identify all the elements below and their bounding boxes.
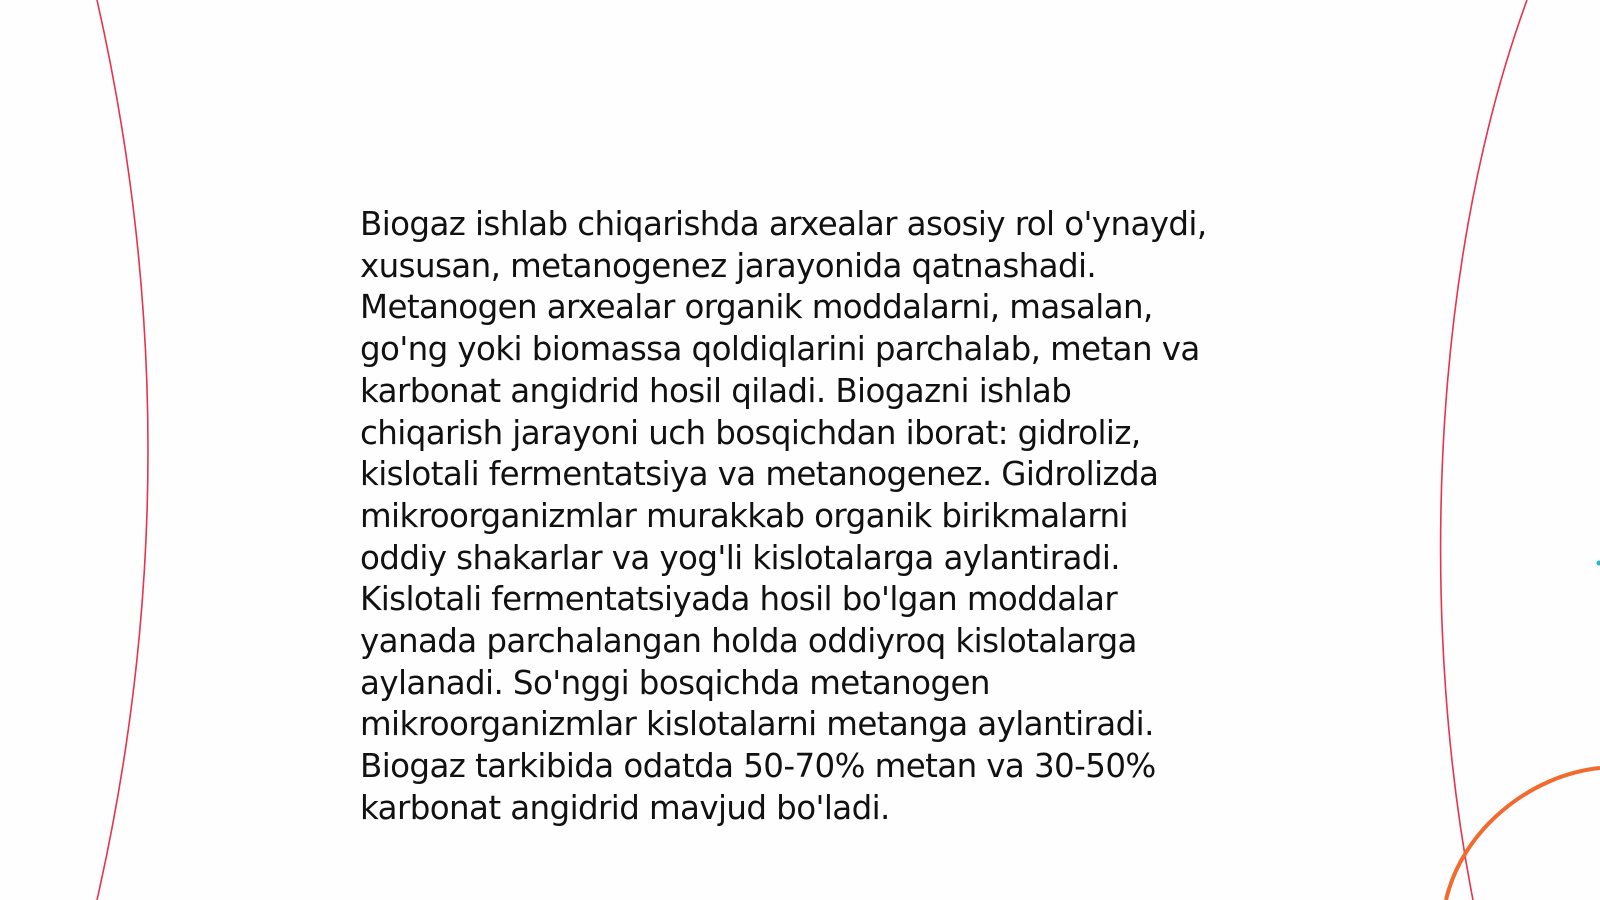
teal-accent-dot: [1597, 561, 1600, 566]
right-curve-line: [1441, 0, 1527, 900]
left-curve-line: [97, 0, 148, 900]
body-paragraph: Biogaz ishlab chiqarishda arxealar asosiy rol o'ynaydi, xususan, metanogenez jarayonida qatnashadi. Metanogen arxealar organik moddalarni, masalan, go'ng yoki biomassa qoldiqlarini parchalab, metan va karbonat angidrid hosil qiladi. Biogazni ishlab chiqarish jarayoni uch bosqichdan iborat: gidroliz, kislotali fermentatsiya va metanogenez. Gidrolizda mikroorganizmlar murakkab organik birikmalarni oddiy shakarlar va yog'li kislotalarga aylantiradi. Kislotali fermentatsiyada hosil bo'lgan moddalar yanada parchalangan holda oddiyroq kislotalarga aylanadi. So'nggi bosqichda metanogen mikroorganizmlar kislotalarni metanga aylantiradi. Biogaz tarkibida odatda 50-70% metan va 30-50% karbonat angidrid mavjud bo'ladi.: [360, 205, 1207, 827]
